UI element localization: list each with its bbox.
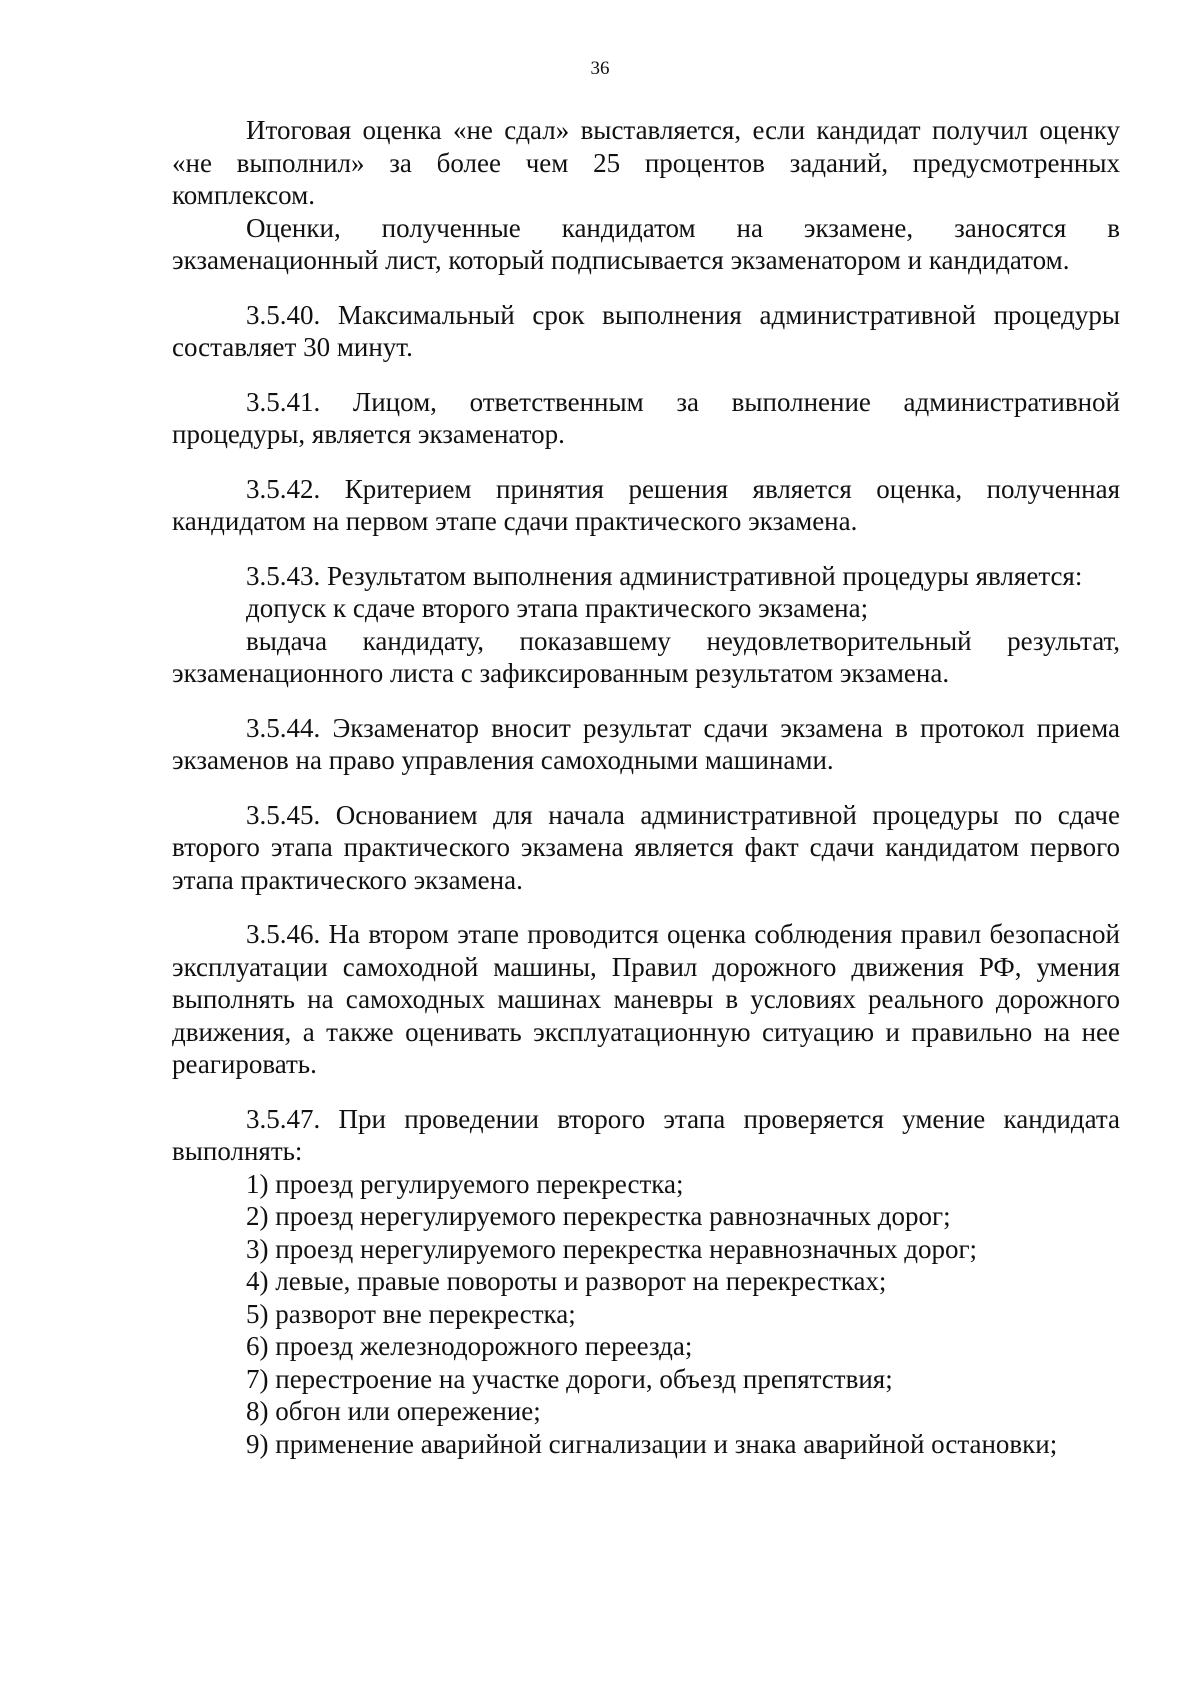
paragraph-3-5-45: 3.5.45. Основанием для начала административной процедуры по сдаче второго этапа практического экзамена является факт сдачи кандидатом первого этапа практического экзамена. bbox=[172, 799, 1120, 895]
paragraph-3-5-43: 3.5.43. Результатом выполнения административной процедуры является: bbox=[246, 560, 1083, 591]
paragraph-grades-recorded: Оценки, полученные кандидатом на экзамене, заносятся в экзаменационный лист, который подписывается экзаменатором и кандидатом. bbox=[172, 212, 1120, 275]
document-body bbox=[172, 114, 1120, 1460]
paragraph-3-5-40: 3.5.40. Максимальный срок выполнения административной процедуры составляет 30 минут. bbox=[172, 299, 1120, 362]
list-item: 8) обгон или опережение; bbox=[246, 1396, 541, 1426]
list-item: 6) проезд железнодорожного переезда; bbox=[246, 1331, 693, 1361]
paragraph-3-5-42: 3.5.42. Критерием принятия решения является оценка, полученная кандидатом на первом этапе сдачи практического экзамена. bbox=[172, 473, 1120, 536]
page-number: 36 bbox=[590, 58, 610, 79]
paragraph-3-5-41: 3.5.41. Лицом, ответственным за выполнение административной процедуры, является экзаменатор. bbox=[172, 386, 1120, 449]
list-item: 1) проезд регулируемого перекрестка; bbox=[246, 1168, 684, 1199]
paragraph-3-5-43-item-1: допуск к сдаче второго этапа практического экзамена; bbox=[246, 593, 869, 623]
list-item: 7) перестроение на участке дороги, объезд препятствия; bbox=[246, 1363, 893, 1394]
list-item: 3) проезд нерегулируемого перекрестка неравнозначных дорог; bbox=[246, 1233, 978, 1264]
list-item: 9) применение аварийной сигнализации и знака аварийной остановки; bbox=[246, 1428, 1058, 1459]
paragraph-final-grade: Итоговая оценка «не сдал» выставляется, если кандидат получил оценку «не выполнил» за более чем 25 процентов заданий, предусмотренных комплексом. bbox=[172, 115, 1120, 210]
paragraph-3-5-44: 3.5.44. Экзаменатор вносит результат сдачи экзамена в протокол приема экзаменов на право управления самоходными машинами. bbox=[172, 712, 1120, 775]
paragraph-3-5-47: 3.5.47. При проведении второго этапа проверяется умение кандидата выполнять: bbox=[172, 1103, 1120, 1166]
list-item: 5) разворот вне перекрестка; bbox=[246, 1298, 576, 1329]
paragraph-3-5-46: 3.5.46. На втором этапе проводится оценка соблюдения правил безопасной эксплуатации самоходной машины, Правил дорожного движения РФ, умения выполнять на самоходных машинах маневры в условиях реального дорожного движения, а также оценивать эксплуатационную ситуацию и правильно на нее реагировать. bbox=[172, 919, 1120, 1079]
list-item: 2) проезд нерегулируемого перекрестка равнозначных дорог; bbox=[246, 1201, 951, 1231]
paragraph-3-5-43-item-2: выдача кандидату, показавшему неудовлетворительный результат, экзаменационного листа с зафиксированным результатом экзамена. bbox=[172, 625, 1120, 688]
list-item: 4) левые, правые повороты и разворот на перекрестках; bbox=[246, 1266, 887, 1296]
